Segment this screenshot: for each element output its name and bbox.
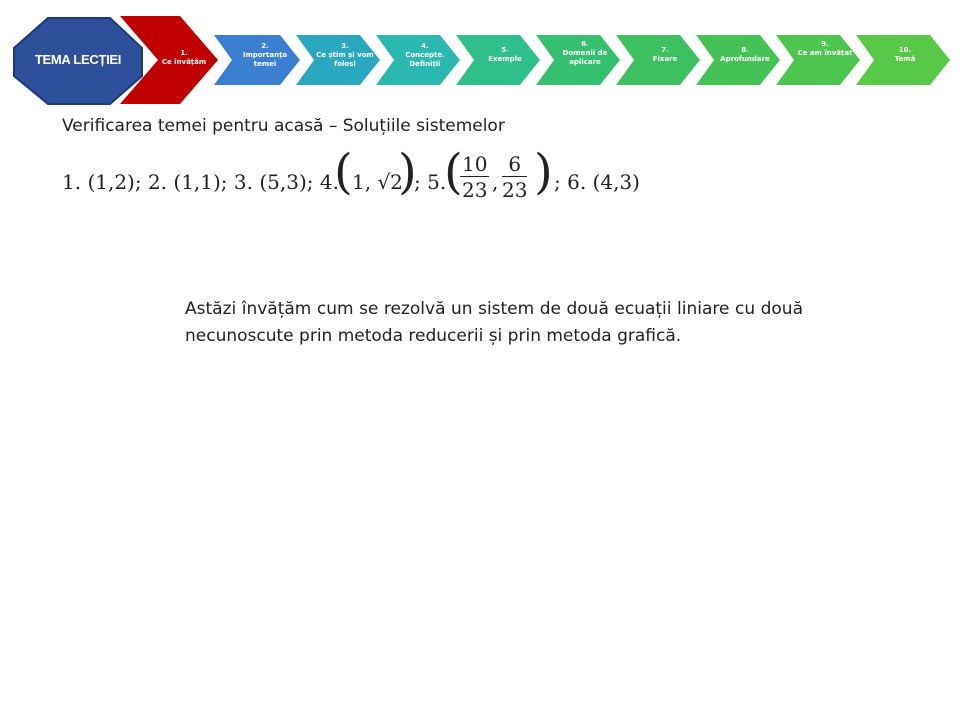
step-3-label[interactable] [314,42,376,69]
step-4-text: Concepte. Definiții [405,51,445,68]
solution-5-prefix: ; 5. [414,170,447,194]
solution-6: ; 6. (4,3) [554,170,640,194]
step-7-number: 7. [661,46,669,54]
solution-4-value: 1, √2 [352,170,403,194]
step-4-label[interactable] [394,42,456,69]
step-4-number: 4. [421,42,429,50]
step-8-text: Aprofundare [720,55,770,63]
step-5-number: 5. [501,46,509,54]
step-8-number: 8. [741,46,749,54]
step-6-text: Domenii de aplicare [562,49,608,66]
step-5-label[interactable] [474,46,536,64]
step-9-number: 9. [821,40,829,48]
solutions-1-to-4: 1. (1,2); 2. (1,1); 3. (5,3); 4. [62,170,339,194]
step-3-text: Ce știm și vom folosi [316,51,374,68]
system-solutions-line [62,144,682,218]
close-paren-big: ) [534,144,553,200]
open-paren: ( [334,144,353,200]
fraction-denominator: 23 [502,178,528,202]
step-1-text: Ce învățăm [161,58,207,66]
step-6-number: 6. [581,40,589,48]
lesson-step-navigation [0,0,960,110]
step-10-label[interactable] [874,46,936,64]
step-2-text: Importanța temei [242,51,288,68]
homework-check-heading: Verificarea temei pentru acasă – Soluțiile sistemelor [62,116,505,136]
fraction-10-over-23 [460,152,489,203]
fraction-denominator: 23 [462,178,488,202]
step-9-text: Ce am învățat [797,49,853,57]
step-10-number: 10. [898,46,912,54]
fraction-separator: , [492,170,499,194]
fraction-6-over-23 [502,152,527,203]
step-8-label[interactable] [714,46,776,64]
close-paren: ) [398,144,417,200]
lesson-topic-badge[interactable]: TEMA LECȚIEI [34,52,122,67]
step-1-number: 1. [180,49,188,57]
step-10-text: Temă [894,55,916,63]
lesson-objective-text: Astăzi învățăm cum se rezolvă un sistem de două ecuații liniare cu două necunoscute prin metoda reducerii și prin metoda grafică. [185,299,803,346]
step-1-label[interactable] [156,49,212,67]
open-paren-big: ( [444,144,463,200]
step-2-label[interactable] [232,42,298,69]
fraction-numerator: 6 [502,152,527,177]
fraction-numerator: 10 [462,152,488,176]
step-9-label[interactable] [794,40,856,58]
step-5-text: Exemple [488,55,522,63]
step-7-text: Fixare [652,55,678,63]
step-7-label[interactable] [634,46,696,64]
step-3-number: 3. [341,42,349,50]
step-2-number: 2. [261,42,269,50]
step-6-label[interactable] [554,40,616,67]
